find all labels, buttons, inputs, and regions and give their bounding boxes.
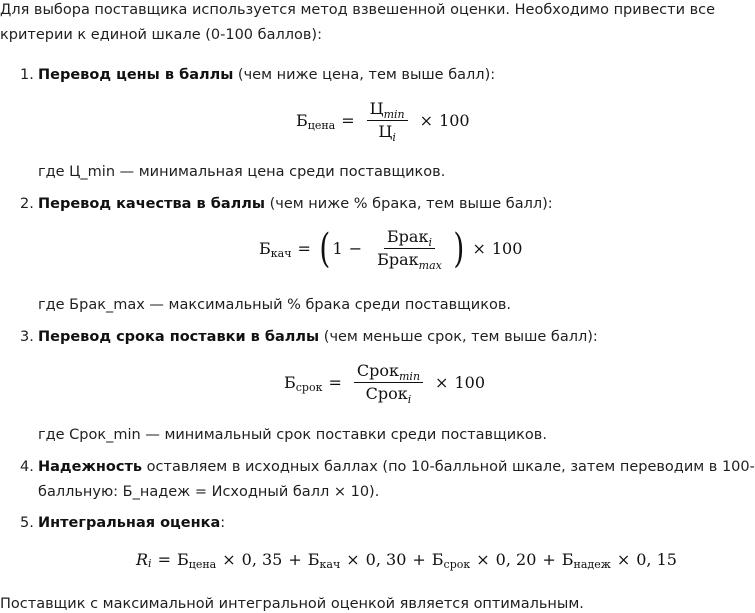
denominator-sub: i xyxy=(392,131,396,145)
term-price-sub: цена xyxy=(188,558,217,571)
left-paren: ( xyxy=(319,225,331,272)
times-sign: × xyxy=(476,550,490,569)
list-number-1: 1. xyxy=(20,67,34,83)
term-price: Б xyxy=(176,550,189,569)
formula-lhs: Б xyxy=(259,239,271,259)
formula-lhs-sub: срок xyxy=(295,381,323,395)
term-delivery: Б xyxy=(431,550,444,569)
formula-lhs: Б xyxy=(296,111,308,131)
right-paren: ) xyxy=(453,225,465,272)
list-number-3: 3. xyxy=(20,329,34,345)
denominator xyxy=(374,249,445,273)
multiplier: 100 xyxy=(439,111,470,131)
denominator-base: Брак xyxy=(377,250,419,270)
plus-sign: + xyxy=(288,550,302,569)
formula-lhs-sub: кач xyxy=(270,247,292,261)
list-item-1-text xyxy=(38,67,495,83)
intro-line-2: критерии к единой шкале (0-100 баллов): xyxy=(0,27,322,43)
weight-delivery: 0, 20 xyxy=(495,550,537,569)
list-item-1-title: Перевод цены в баллы xyxy=(38,67,234,83)
denominator-sub: max xyxy=(418,259,442,273)
multiplier: 100 xyxy=(454,373,485,393)
list-item-5-rest: : xyxy=(220,515,226,531)
numerator-base: Ц xyxy=(369,99,384,118)
list-item-4-rest: оставляем в исходных баллах (по 10-балльной шкале, затем переводим в 100- xyxy=(142,459,755,475)
list-item-5-title: Интегральная оценка xyxy=(38,515,221,531)
list-item-2-title: Перевод качества в баллы xyxy=(38,196,265,212)
formula-lhs: Б xyxy=(284,373,296,393)
equals-sign: = xyxy=(157,550,171,569)
term-reliability: Б xyxy=(561,550,574,569)
conclusion: Поставщик с максимальной интегральной оценкой является оптимальным. xyxy=(0,596,584,612)
list-number-4: 4. xyxy=(20,459,34,475)
formula-r-sub: i xyxy=(148,557,152,570)
list-item-2-note: где Брак_max — максимальный % брака среди поставщиков. xyxy=(38,297,511,313)
list-item-2-rest: (чем ниже % брака, тем выше балл): xyxy=(265,196,553,212)
times-sign: × xyxy=(435,373,449,393)
list-item-3-title: Перевод срока поставки в баллы xyxy=(38,329,320,345)
formula-integral-score xyxy=(136,550,677,569)
numerator-sub: i xyxy=(428,236,432,249)
list-item-4-text xyxy=(38,459,755,475)
fraction xyxy=(354,361,423,407)
times-sign: × xyxy=(419,111,434,131)
list-item-1-note: где Ц_min — минимальная цена среди поставщиков. xyxy=(38,164,446,180)
plus-sign: + xyxy=(412,550,426,569)
equals-sign: = xyxy=(341,111,355,131)
intro-line-1: Для выбора поставщика используется метод взвешенной оценки. Необходимо привести все xyxy=(0,2,716,18)
term-quality-sub: кач xyxy=(319,558,341,571)
times-sign: × xyxy=(472,239,486,259)
equals-sign: = xyxy=(297,239,311,259)
numerator-sub: min xyxy=(383,108,405,121)
numerator-base: Срок xyxy=(356,361,399,380)
fraction xyxy=(367,99,408,145)
fraction xyxy=(374,227,445,273)
denominator-base: Ц xyxy=(378,122,393,142)
denominator xyxy=(375,121,398,145)
term-delivery-sub: срок xyxy=(443,558,471,571)
numerator-sub: min xyxy=(399,370,421,383)
denominator xyxy=(363,383,415,407)
one: 1 xyxy=(332,239,343,259)
formula-quality-score xyxy=(259,225,523,273)
weight-reliability: 0, 15 xyxy=(636,550,677,569)
equals-sign: = xyxy=(328,373,342,393)
formula-delivery-score xyxy=(284,361,485,407)
list-item-1-rest: (чем ниже цена, тем выше балл): xyxy=(233,67,496,83)
formula-price-score xyxy=(296,99,470,145)
list-item-3-text xyxy=(38,329,598,345)
numerator xyxy=(354,362,423,383)
formula-r: R xyxy=(136,550,149,569)
numerator-base: Брак xyxy=(386,227,429,246)
times-sign: × xyxy=(222,550,236,569)
list-item-4-title: Надежность xyxy=(38,459,143,475)
list-item-3-rest: (чем меньше срок, тем выше балл): xyxy=(319,329,598,345)
list-item-2-text xyxy=(38,196,553,212)
denominator-base: Срок xyxy=(365,384,408,404)
list-item-3-note: где Срок_min — минимальный срок поставки среди поставщиков. xyxy=(38,427,547,443)
minus-sign: − xyxy=(348,239,363,259)
list-number-5: 5. xyxy=(20,515,34,531)
weight-price: 0, 35 xyxy=(241,550,283,569)
formula-lhs-sub: цена xyxy=(307,119,336,133)
list-item-5-text xyxy=(38,515,225,531)
weight-quality: 0, 30 xyxy=(365,550,407,569)
term-reliability-sub: надеж xyxy=(573,558,611,571)
denominator-sub: i xyxy=(407,393,412,407)
times-sign: × xyxy=(346,550,360,569)
list-number-2: 2. xyxy=(20,196,34,212)
times-sign: × xyxy=(616,550,631,569)
numerator xyxy=(384,228,435,249)
plus-sign: + xyxy=(542,550,556,569)
term-quality: Б xyxy=(307,550,320,569)
numerator xyxy=(367,100,408,121)
list-item-4-text-line-2: балльную: Б_надеж = Исходный балл × 10). xyxy=(38,484,380,500)
multiplier: 100 xyxy=(491,239,523,259)
